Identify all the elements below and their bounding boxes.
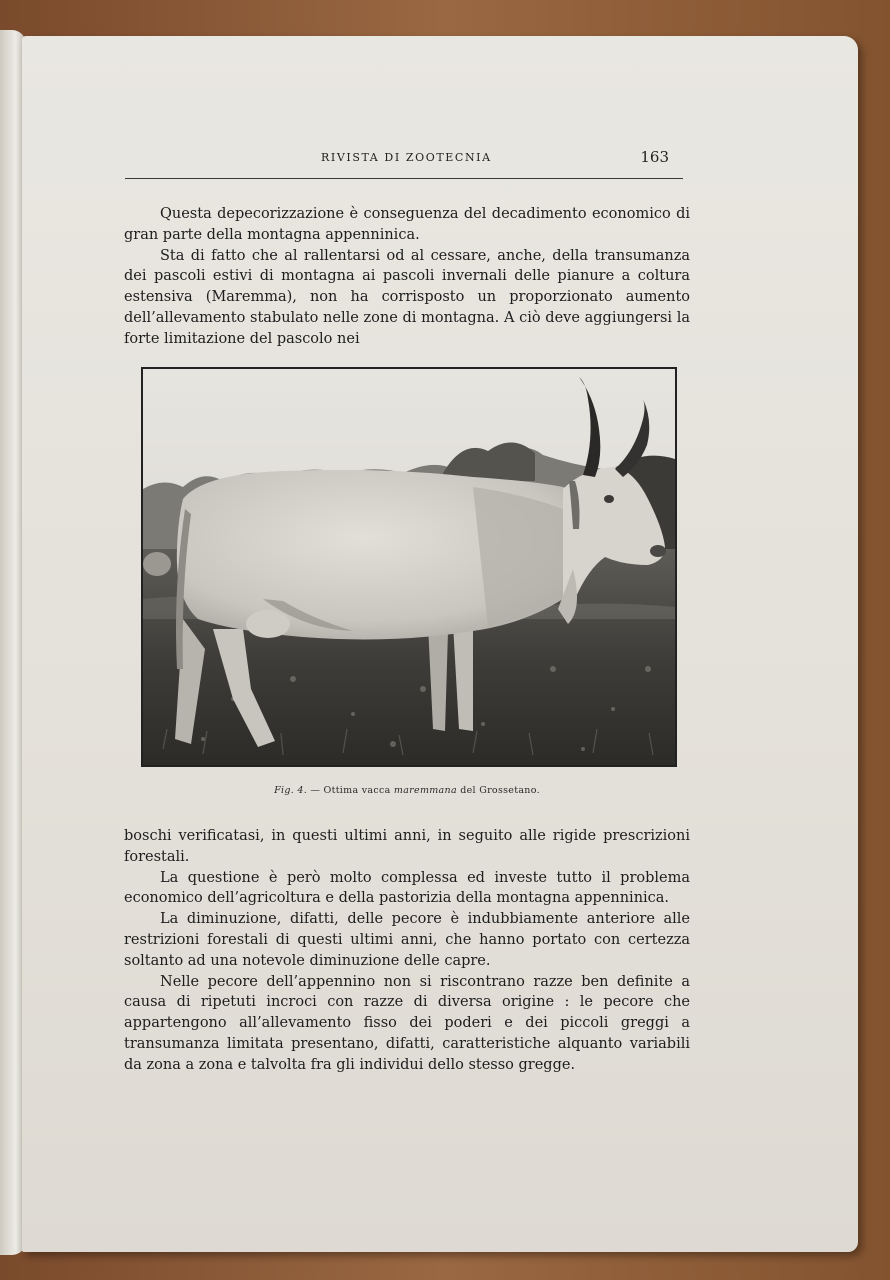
page-header <box>125 148 683 179</box>
running-title: RIVISTA DI ZOOTECNIA <box>321 151 492 164</box>
cow-photograph <box>141 367 677 767</box>
text-block-bottom <box>124 826 690 1076</box>
figure-caption <box>124 785 690 796</box>
caption-breed: maremmana <box>393 785 457 796</box>
caption-label: Fig. 4. <box>274 785 308 796</box>
paragraph: boschi verificatasi, in questi ultimi anni, in seguito alle rigide prescrizioni forestali. <box>124 828 690 865</box>
caption-dash: — <box>310 785 321 796</box>
text-block-top <box>124 204 690 350</box>
paragraph: Nelle pecore dell’appennino non si riscontrano razze ben definite a causa di ripetuti incroci con razze di diversa origine : le pecore che appartengono all’allevamento fisso dei poderi e dei piccoli greggi a transumanza limitata presentano, difatti, caratteristiche alquanto variabili da zona a zona e talvolta fra gli individui dello stesso gregge. <box>124 973 690 1073</box>
paragraph: La diminuzione, difatti, delle pecore è indubbiamente anteriore alle restrizioni forestali di questi ultimi anni, che hanno portato con certezza soltanto ad una notevole diminuzione delle capre. <box>124 911 690 969</box>
paragraph: Questa depecorizzazione è conseguenza del decadimento economico di gran parte della montagna appenninica. <box>124 206 690 243</box>
paragraph: Sta di fatto che al rallentarsi od al cessare, anche, della transumanza dei pascoli estivi di montagna ai pascoli invernali delle pianure a coltura estensiva (Maremma), non ha corrisposto un proporzionato aumento dell’allevamento stabulato nelle zone di montagna. A ciò deve aggiungersi la forte limitazione del pascolo nei <box>124 247 690 347</box>
page-number: 163 <box>640 148 669 166</box>
paragraph: La questione è però molto complessa ed investe tutto il problema economico dell’agricoltura e della pastorizia della montagna appenninica. <box>124 869 690 907</box>
caption-text: Ottima vacca <box>323 785 391 796</box>
caption-origin: del Grossetano. <box>460 785 540 796</box>
